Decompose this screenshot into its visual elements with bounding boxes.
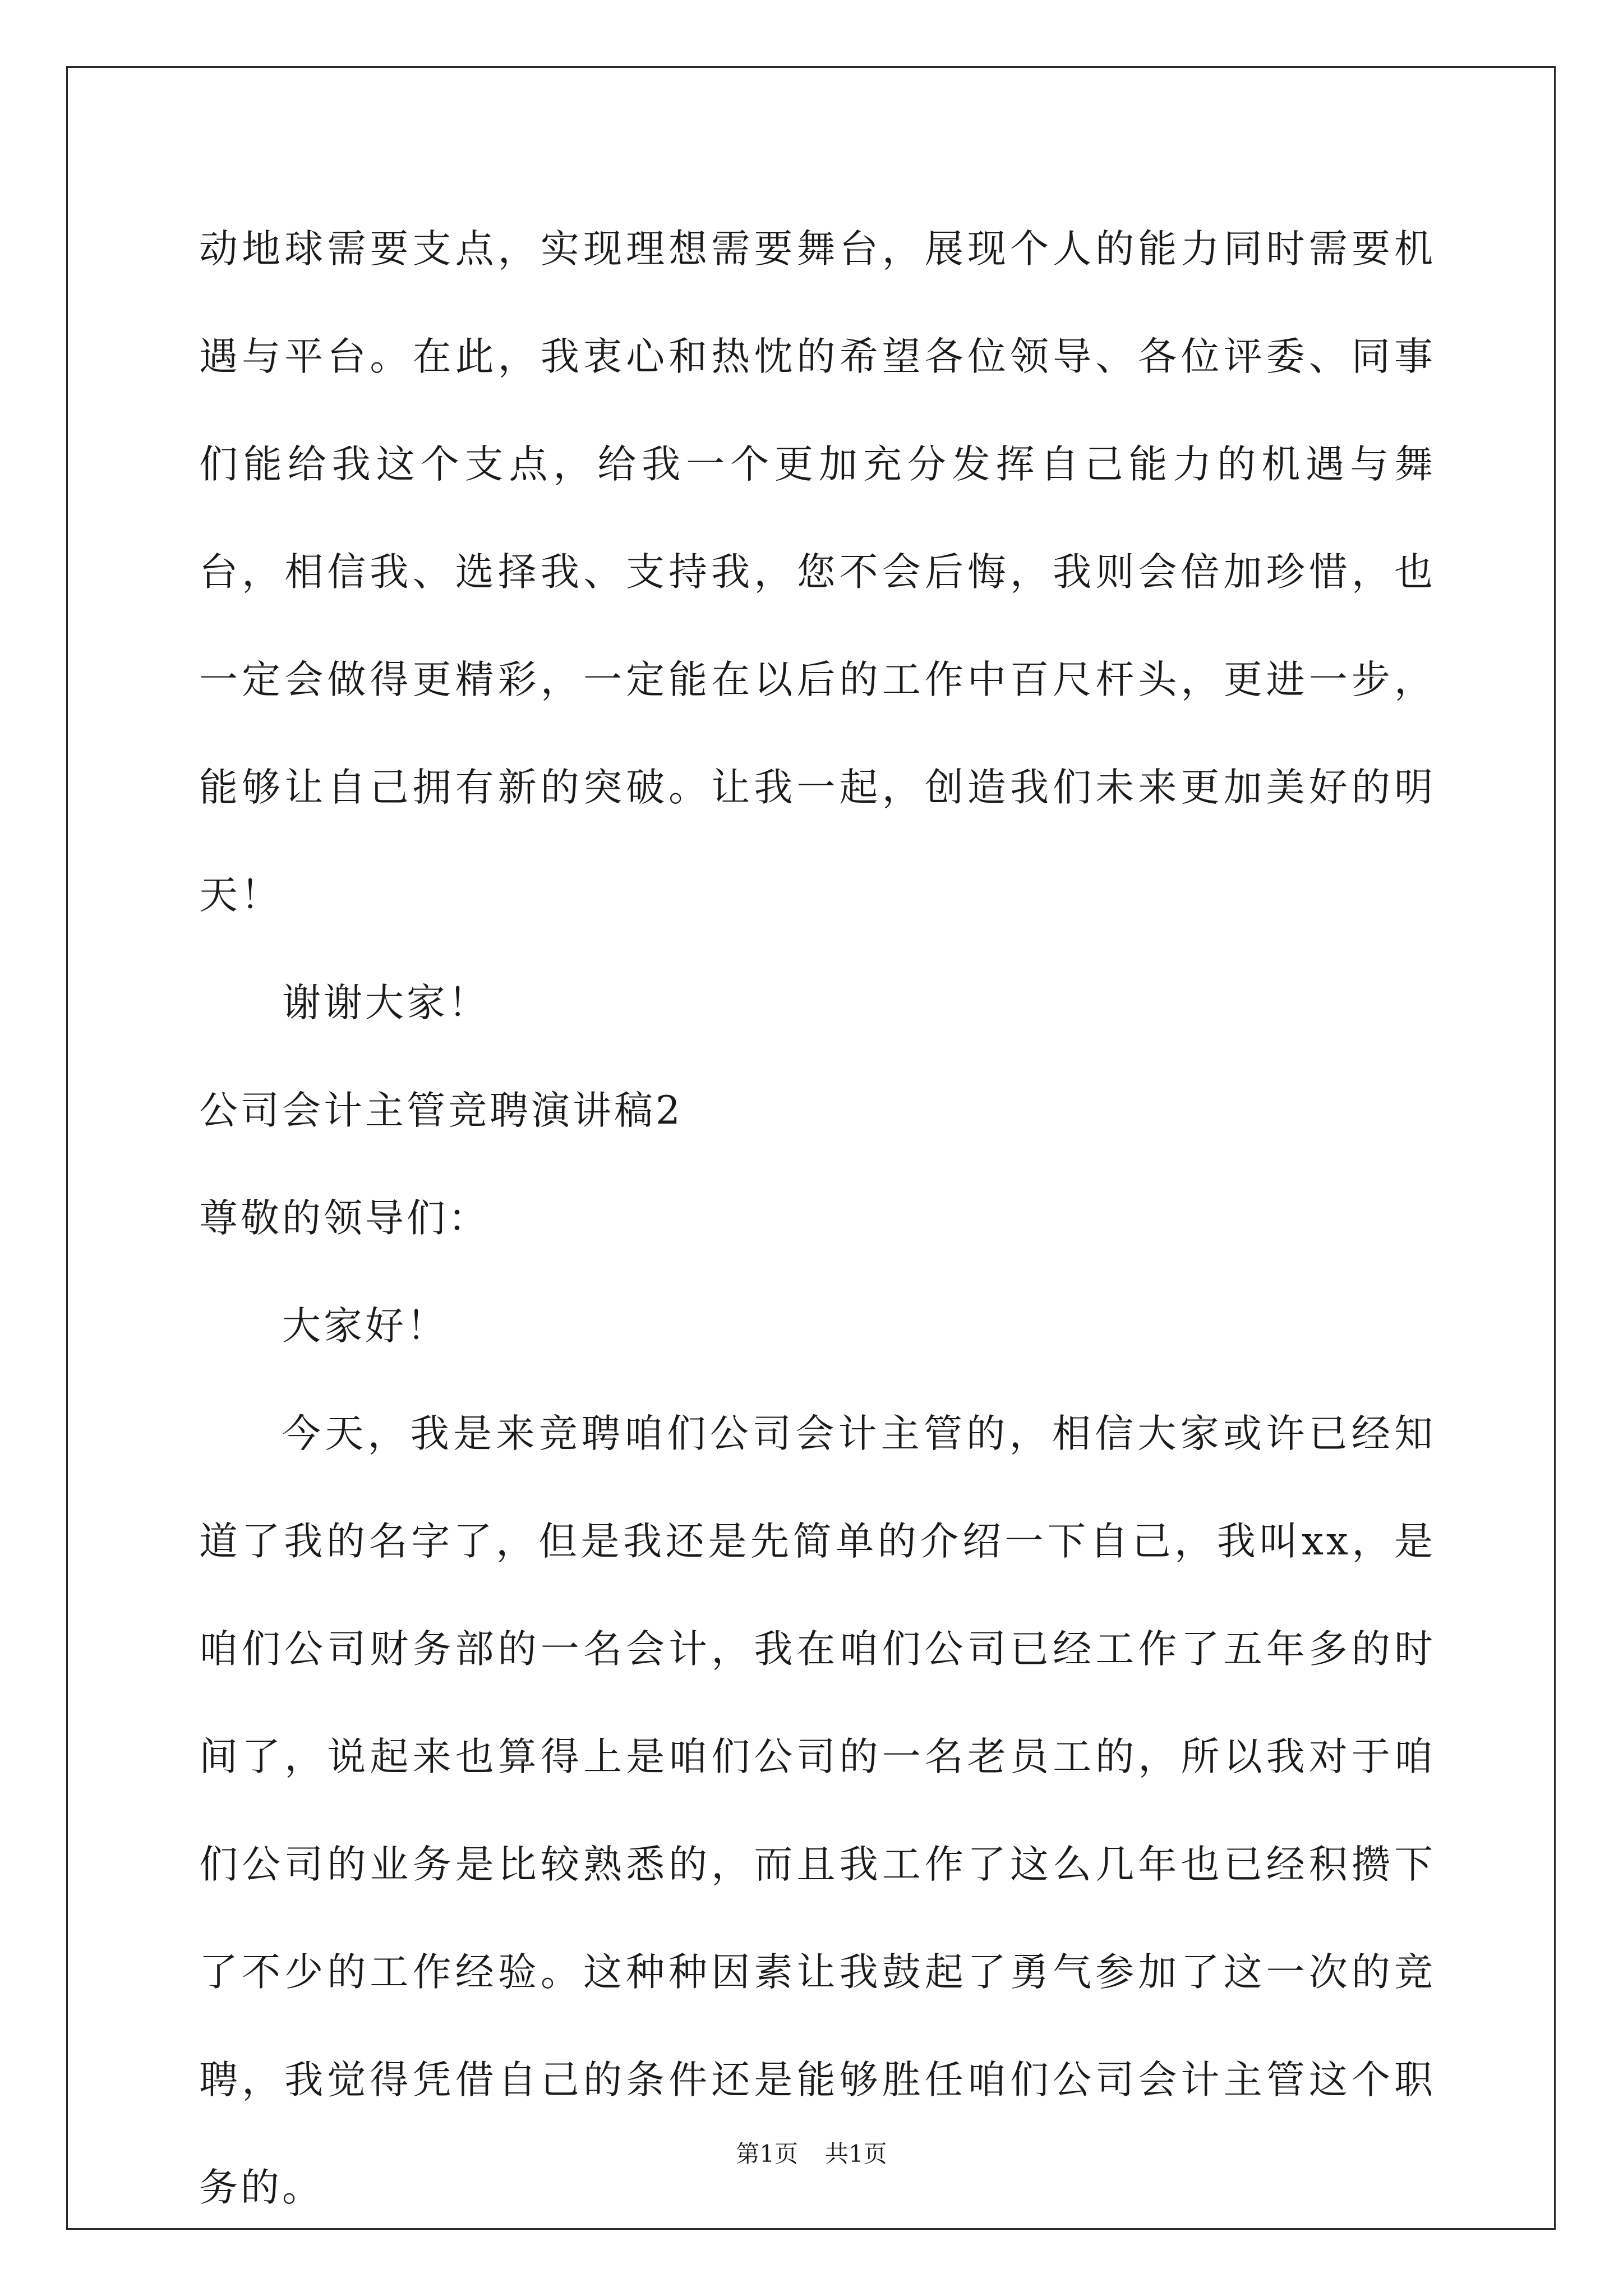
salutation: 尊敬的领导们： bbox=[199, 1196, 490, 1241]
paragraph-introduction: 今天，我是来竞聘咱们公司会计主管的，相信大家或许已经知道了我的名字了，但是我还是先简单的介绍一下自己，我叫xx，是咱们公司财务部的一名会计，我在咱们公司已经工作了五年多的时间了，说起来也算得上是咱们公司的一名老员工的，所以我对于咱们公司的业务是比较熟悉的，而且我工作了这么几年也已经积攒下了不少的工作经验。这种种因素让我鼓起了勇气参加了这一次的竞聘，我觉得凭借自己的条件还是能够胜任咱们公司会计主管这个职务的。 bbox=[199, 1411, 1436, 2210]
document-body bbox=[199, 195, 1436, 2242]
page-total: 共1页 bbox=[825, 2140, 887, 2168]
greeting: 大家好！ bbox=[282, 1304, 448, 1349]
paragraph-thanks: 谢谢大家！ bbox=[282, 981, 490, 1025]
section-title: 公司会计主管竞聘演讲稿2 bbox=[199, 1088, 683, 1133]
paragraph-closing: 动地球需要支点，实现理想需要舞台，展现个人的能力同时需要机遇与平台。在此，我衷心和热忱的希望各位领导、各位评委、同事们能给我这个支点，给我一个更加充分发挥自己能力的机遇与舞台，相信我、选择我、支持我，您不会后悔，我则会倍加珍惜，也一定会做得更精彩，一定能在以后的工作中百尺杆头，更进一步，能够让自己拥有新的突破。让我一起，创造我们未来更加美好的明天！ bbox=[199, 227, 1436, 918]
page-footer bbox=[0, 2137, 1623, 2171]
page-number: 第1页 bbox=[736, 2140, 798, 2168]
